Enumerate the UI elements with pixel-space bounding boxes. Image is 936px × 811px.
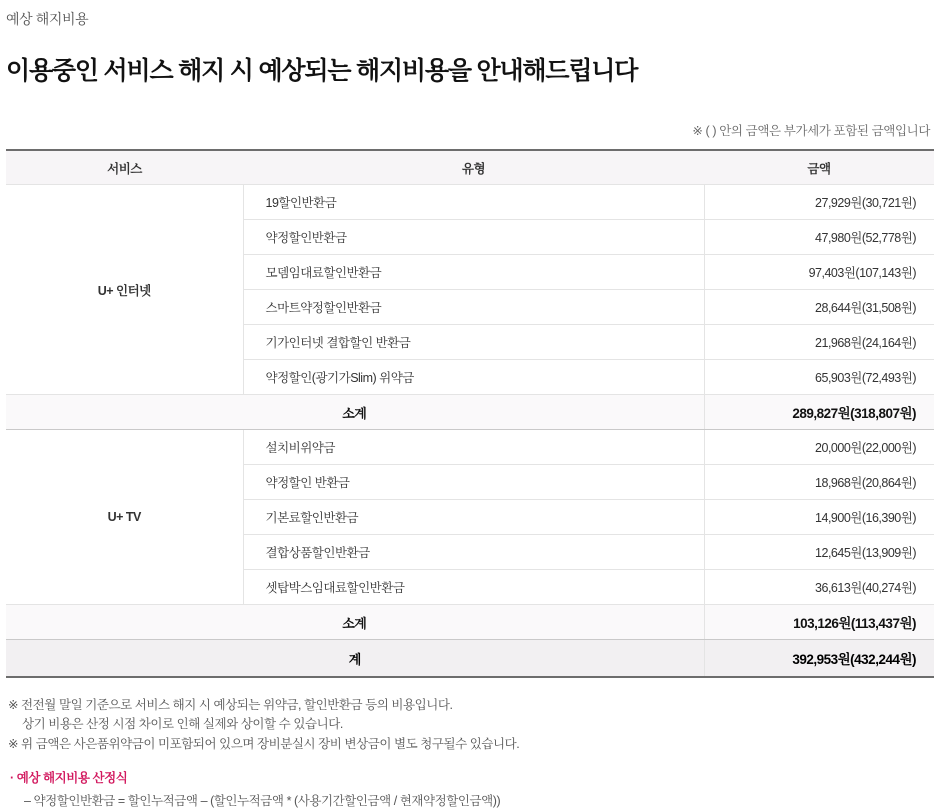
formula-section [4,754,932,809]
termination-fee-table [6,149,934,678]
bullet-icon: · [10,770,14,785]
table-header-row [6,150,934,185]
formula-title-label: 예상 해지비용 산정식 [16,770,128,785]
fee-type: 약정할인(광기가Slim) 위약금 [243,360,704,395]
table-row [6,185,934,220]
column-header-type: 유형 [243,150,704,185]
fee-amount: 36,613원(40,274원) [704,570,934,605]
formula-line: – 약정할인반환금 = 할인누적금액 – (할인누적금액 * (사용기간할인금액 / 현재약정할인금액)) [24,793,501,808]
page-eyebrow: 예상 해지비용 [6,11,89,27]
footnote-1: ※ 전전월 말일 기준으로 서비스 해지 시 예상되는 위약금, 할인반환금 등의 비용입니다. [8,697,453,712]
table-body [6,185,934,677]
fee-amount: 12,645원(13,909원) [704,535,934,570]
fee-type: 약정할인 반환금 [243,465,704,500]
formula-title [10,768,928,786]
fee-type: 기가인터넷 결합할인 반환금 [243,325,704,360]
footnote-1-sub: 상기 비용은 산정 시점 차이로 인해 실제와 상이할 수 있습니다. [22,717,343,732]
fee-amount: 47,980원(52,778원) [704,220,934,255]
footnotes [4,678,932,754]
fee-amount: 20,000원(22,000원) [704,430,934,465]
table-row [6,430,934,465]
fee-type: 결합상품할인반환금 [243,535,704,570]
total-label: 계 [6,640,704,677]
fee-amount: 18,968원(20,864원) [704,465,934,500]
fee-type: 설치비위약금 [243,430,704,465]
fee-type: 셋탑박스임대료할인반환금 [243,570,704,605]
subtotal-label: 소계 [6,605,704,640]
footnote-2: ※ 위 금액은 사은품위약금이 미포함되어 있으며 장비분실시 장비 변상금이 별도 청구될수 있습니다. [8,736,520,751]
fee-amount: 21,968원(24,164원) [704,325,934,360]
fee-amount: 27,929원(30,721원) [704,185,934,220]
fee-type: 약정할인반환금 [243,220,704,255]
fee-type: 스마트약정할인반환금 [243,290,704,325]
fee-amount: 65,903원(72,493원) [704,360,934,395]
fee-type: 19할인반환금 [243,185,704,220]
vat-note: ※ ( ) 안의 금액은 부가세가 포함된 금액입니다 [692,123,930,138]
fee-amount: 97,403원(107,143원) [704,255,934,290]
service-name-tv: U+ TV [6,430,243,605]
fee-type: 기본료할인반환금 [243,500,704,535]
subtotal-row-internet [6,395,934,430]
subtotal-label: 소계 [6,395,704,430]
fee-type: 모뎀임대료할인반환금 [243,255,704,290]
fee-amount: 28,644원(31,508원) [704,290,934,325]
column-header-amount: 금액 [704,150,934,185]
column-header-service: 서비스 [6,150,243,185]
total-amount: 392,953원(432,244원) [704,640,934,677]
table-header [6,150,934,185]
page-title: 이용중인 서비스 해지 시 예상되는 해지비용을 안내해드립니다 [6,56,638,85]
subtotal-amount: 289,827원(318,807원) [704,395,934,430]
fee-amount: 14,900원(16,390원) [704,500,934,535]
subtotal-row-tv [6,605,934,640]
total-row [6,640,934,677]
subtotal-amount: 103,126원(113,437원) [704,605,934,640]
service-name-internet: U+ 인터넷 [6,185,243,395]
